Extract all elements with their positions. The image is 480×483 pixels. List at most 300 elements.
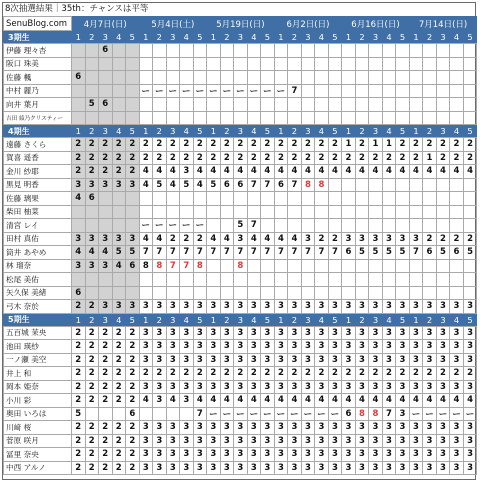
lottery-cell: [274, 259, 288, 273]
lottery-cell: 3: [288, 340, 302, 354]
lottery-cell: 2: [112, 394, 126, 408]
lottery-cell: 3: [247, 300, 261, 314]
member-row: [4, 326, 477, 340]
results-table: [3, 16, 477, 475]
part-number: 1: [207, 125, 221, 138]
lottery-cell: [112, 273, 126, 287]
part-number: 5: [193, 125, 207, 138]
lottery-cell: 7: [315, 246, 329, 260]
lottery-cell: ー: [207, 407, 221, 421]
lottery-cell: 4: [139, 165, 153, 179]
lottery-cell: 2: [99, 138, 113, 152]
part-number: 5: [396, 31, 410, 44]
lottery-cell: 3: [463, 353, 477, 367]
lottery-cell: [261, 286, 275, 300]
lottery-cell: 2: [315, 367, 329, 381]
lottery-cell: 2: [450, 138, 464, 152]
lottery-cell: [463, 98, 477, 112]
lottery-cell: 2: [463, 138, 477, 152]
lottery-cell: 4: [423, 394, 437, 408]
lottery-cell: [274, 219, 288, 233]
lottery-cell: 6: [72, 71, 86, 85]
lottery-cell: 2: [207, 367, 221, 381]
lottery-cell: 3: [207, 448, 221, 462]
lottery-cell: 2: [112, 448, 126, 462]
part-number: 3: [234, 125, 248, 138]
lottery-cell: [301, 286, 315, 300]
member-name: 吉田 綾乃クリスティー: [4, 111, 72, 125]
lottery-cell: [112, 98, 126, 112]
lottery-cell: [409, 57, 423, 71]
part-number: 1: [72, 31, 86, 44]
lottery-cell: 4: [153, 232, 167, 246]
lottery-cell: 2: [112, 461, 126, 475]
lottery-cell: 2: [423, 138, 437, 152]
lottery-cell: ー: [436, 407, 450, 421]
lottery-cell: 2: [301, 151, 315, 165]
lottery-cell: [207, 286, 221, 300]
lottery-cell: 4: [328, 394, 342, 408]
date-header: 5月4日(土): [139, 17, 207, 31]
lottery-cell: [382, 57, 396, 71]
lottery-cell: [126, 192, 140, 206]
lottery-cell: 3: [301, 232, 315, 246]
lottery-cell: 3: [328, 340, 342, 354]
lottery-cell: ー: [261, 84, 275, 98]
lottery-cell: 2: [112, 151, 126, 165]
lottery-cell: [355, 44, 369, 58]
member-row: [4, 165, 477, 179]
lottery-cell: 2: [72, 434, 86, 448]
lottery-cell: [315, 259, 329, 273]
generation-label: 4期生: [4, 125, 72, 138]
lottery-cell: [396, 44, 410, 58]
lottery-cell: [85, 273, 99, 287]
lottery-cell: 3: [288, 380, 302, 394]
lottery-cell: [463, 259, 477, 273]
lottery-cell: [396, 57, 410, 71]
lottery-cell: [450, 259, 464, 273]
lottery-cell: 1: [423, 151, 437, 165]
lottery-cell: [423, 98, 437, 112]
lottery-cell: [220, 98, 234, 112]
lottery-cell: 3: [153, 421, 167, 435]
lottery-cell: [409, 273, 423, 287]
lottery-cell: [99, 219, 113, 233]
lottery-cell: 3: [463, 434, 477, 448]
member-name: 矢久保 美緒: [4, 286, 72, 300]
lottery-cell: 4: [247, 232, 261, 246]
lottery-cell: 3: [436, 448, 450, 462]
lottery-cell: [99, 407, 113, 421]
lottery-cell: 2: [328, 367, 342, 381]
lottery-cell: [396, 98, 410, 112]
lottery-cell: 2: [112, 138, 126, 152]
lottery-cell: 3: [450, 300, 464, 314]
lottery-cell: [139, 286, 153, 300]
part-number: 2: [85, 31, 99, 44]
lottery-cell: 2: [72, 138, 86, 152]
lottery-cell: [180, 98, 194, 112]
lottery-cell: 8: [153, 259, 167, 273]
lottery-cell: 3: [382, 326, 396, 340]
lottery-cell: 7: [247, 178, 261, 192]
lottery-cell: ー: [180, 84, 194, 98]
lottery-cell: 2: [99, 448, 113, 462]
lottery-cell: 2: [112, 326, 126, 340]
lottery-cell: 2: [409, 367, 423, 381]
lottery-cell: 3: [261, 340, 275, 354]
lottery-cell: [315, 111, 329, 125]
lottery-cell: 4: [139, 232, 153, 246]
lottery-cell: [463, 178, 477, 192]
lottery-cell: [396, 192, 410, 206]
lottery-cell: 3: [139, 353, 153, 367]
member-row: [4, 138, 477, 152]
member-row: [4, 98, 477, 112]
lottery-cell: 3: [220, 340, 234, 354]
lottery-cell: 3: [409, 353, 423, 367]
lottery-cell: 4: [301, 165, 315, 179]
part-number: 3: [234, 313, 248, 326]
lottery-cell: 2: [153, 138, 167, 152]
lottery-cell: [166, 286, 180, 300]
page-title: 8次抽選結果｜35th：チャンスは平等: [5, 4, 149, 14]
part-number: 5: [328, 125, 342, 138]
lottery-cell: 3: [450, 340, 464, 354]
lottery-cell: 4: [274, 394, 288, 408]
lottery-cell: ー: [153, 219, 167, 233]
lottery-cell: [220, 71, 234, 85]
lottery-cell: [207, 259, 221, 273]
part-number: 5: [261, 31, 275, 44]
lottery-cell: 3: [153, 353, 167, 367]
lottery-cell: 3: [180, 353, 194, 367]
member-row: [4, 448, 477, 462]
lottery-cell: 3: [315, 461, 329, 475]
lottery-cell: [261, 44, 275, 58]
lottery-cell: [463, 111, 477, 125]
lottery-cell: 2: [436, 138, 450, 152]
lottery-cell: 5: [355, 246, 369, 260]
part-number: 1: [207, 313, 221, 326]
lottery-cell: 3: [261, 380, 275, 394]
member-row: [4, 300, 477, 314]
lottery-cell: [436, 178, 450, 192]
lottery-cell: 3: [342, 353, 356, 367]
lottery-cell: [153, 111, 167, 125]
lottery-cell: [301, 44, 315, 58]
member-row: [4, 57, 477, 71]
lottery-cell: 5: [382, 246, 396, 260]
lottery-cell: [436, 57, 450, 71]
lottery-cell: [463, 57, 477, 71]
lottery-cell: 3: [193, 461, 207, 475]
member-name: 松尾 美佑: [4, 273, 72, 287]
lottery-cell: 3: [288, 434, 302, 448]
part-number: 1: [409, 31, 423, 44]
lottery-cell: [193, 98, 207, 112]
member-row: [4, 219, 477, 233]
lottery-cell: 4: [288, 394, 302, 408]
member-row: [4, 273, 477, 287]
lottery-cell: 3: [342, 448, 356, 462]
lottery-cell: 3: [153, 461, 167, 475]
lottery-cell: 3: [355, 300, 369, 314]
lottery-cell: [112, 219, 126, 233]
lottery-cell: 3: [193, 353, 207, 367]
part-number: 2: [423, 31, 437, 44]
part-number: 4: [112, 31, 126, 44]
lottery-cell: 3: [436, 340, 450, 354]
lottery-cell: [261, 57, 275, 71]
lottery-cell: [220, 205, 234, 219]
lottery-cell: [382, 286, 396, 300]
lottery-cell: [234, 192, 248, 206]
lottery-cell: ー: [180, 219, 194, 233]
lottery-cell: 2: [355, 138, 369, 152]
lottery-cell: 3: [126, 300, 140, 314]
part-number: 3: [234, 31, 248, 44]
lottery-cell: 2: [382, 367, 396, 381]
lottery-cell: 4: [207, 165, 221, 179]
lottery-cell: [247, 273, 261, 287]
lottery-cell: 3: [85, 259, 99, 273]
lottery-cell: ー: [247, 84, 261, 98]
lottery-cell: [166, 407, 180, 421]
lottery-cell: 2: [72, 421, 86, 435]
lottery-cell: 3: [274, 380, 288, 394]
part-number: 4: [247, 313, 261, 326]
lottery-cell: 8: [315, 178, 329, 192]
part-number: 4: [382, 313, 396, 326]
lottery-cell: 2: [85, 380, 99, 394]
lottery-cell: [436, 192, 450, 206]
lottery-cell: 3: [450, 353, 464, 367]
member-name: 冨里 奈央: [4, 448, 72, 462]
lottery-cell: [382, 273, 396, 287]
part-number: 1: [342, 125, 356, 138]
lottery-cell: 2: [463, 367, 477, 381]
lottery-cell: 3: [220, 300, 234, 314]
lottery-cell: [328, 273, 342, 287]
part-number: 2: [85, 313, 99, 326]
lottery-cell: [342, 71, 356, 85]
lottery-cell: [220, 259, 234, 273]
lottery-cell: [369, 205, 383, 219]
lottery-cell: [369, 57, 383, 71]
lottery-cell: [126, 84, 140, 98]
lottery-cell: [436, 84, 450, 98]
part-number: 5: [396, 313, 410, 326]
lottery-cell: 2: [207, 151, 221, 165]
part-number: 2: [355, 125, 369, 138]
lottery-cell: 7: [166, 259, 180, 273]
lottery-cell: 2: [382, 151, 396, 165]
lottery-cell: 5: [126, 246, 140, 260]
lottery-cell: 3: [301, 448, 315, 462]
lottery-cell: [328, 111, 342, 125]
lottery-cell: [247, 111, 261, 125]
lottery-cell: 3: [112, 232, 126, 246]
lottery-cell: [328, 259, 342, 273]
lottery-cell: 3: [328, 448, 342, 462]
member-name: 中村 麗乃: [4, 84, 72, 98]
lottery-cell: [382, 219, 396, 233]
lottery-cell: 8: [139, 259, 153, 273]
lottery-cell: 2: [72, 461, 86, 475]
lottery-cell: 3: [193, 434, 207, 448]
lottery-cell: 3: [328, 421, 342, 435]
lottery-cell: 2: [193, 367, 207, 381]
lottery-cell: 3: [301, 326, 315, 340]
lottery-cell: 3: [207, 461, 221, 475]
lottery-cell: [288, 98, 302, 112]
lottery-cell: 3: [139, 326, 153, 340]
lottery-cell: [288, 259, 302, 273]
lottery-cell: 2: [166, 367, 180, 381]
lottery-cell: 2: [126, 461, 140, 475]
member-name: 柴田 柚菜: [4, 205, 72, 219]
lottery-cell: 7: [180, 246, 194, 260]
lottery-cell: 7: [139, 246, 153, 260]
lottery-cell: 2: [274, 151, 288, 165]
lottery-cell: [180, 286, 194, 300]
lottery-cell: 4: [261, 232, 275, 246]
lottery-cell: [261, 219, 275, 233]
lottery-cell: 3: [450, 421, 464, 435]
lottery-cell: [85, 219, 99, 233]
lottery-cell: [85, 71, 99, 85]
lottery-cell: [99, 84, 113, 98]
part-number: 3: [166, 31, 180, 44]
lottery-cell: 2: [112, 421, 126, 435]
member-row: [4, 380, 477, 394]
lottery-cell: [247, 57, 261, 71]
lottery-cell: 4: [382, 165, 396, 179]
lottery-cell: 4: [342, 165, 356, 179]
lottery-cell: 3: [396, 421, 410, 435]
lottery-cell: 2: [112, 367, 126, 381]
lottery-cell: 7: [180, 259, 194, 273]
part-number: 5: [193, 31, 207, 44]
member-name: 金川 紗耶: [4, 165, 72, 179]
lottery-cell: 2: [85, 421, 99, 435]
lottery-cell: 3: [180, 380, 194, 394]
lottery-cell: 2: [85, 394, 99, 408]
lottery-cell: [274, 57, 288, 71]
lottery-cell: 2: [166, 151, 180, 165]
lottery-cell: 3: [207, 326, 221, 340]
lottery-cell: [369, 219, 383, 233]
lottery-cell: 3: [463, 326, 477, 340]
lottery-cell: 3: [288, 353, 302, 367]
lottery-cell: [180, 273, 194, 287]
part-number: 3: [369, 313, 383, 326]
lottery-cell: 4: [234, 394, 248, 408]
lottery-cell: 7: [234, 246, 248, 260]
lottery-cell: [99, 205, 113, 219]
lottery-cell: 3: [234, 340, 248, 354]
lottery-cell: 6: [342, 407, 356, 421]
lottery-cell: 2: [99, 394, 113, 408]
lottery-cell: [355, 71, 369, 85]
lottery-cell: 3: [261, 353, 275, 367]
lottery-cell: [99, 111, 113, 125]
lottery-cell: 3: [423, 300, 437, 314]
lottery-cell: [166, 205, 180, 219]
lottery-cell: [436, 205, 450, 219]
lottery-cell: [355, 219, 369, 233]
lottery-cell: [315, 57, 329, 71]
lottery-cell: 3: [409, 448, 423, 462]
member-row: [4, 151, 477, 165]
lottery-cell: 3: [180, 326, 194, 340]
lottery-cell: 4: [463, 394, 477, 408]
lottery-cell: [207, 111, 221, 125]
lottery-cell: 3: [247, 380, 261, 394]
lottery-cell: 3: [436, 300, 450, 314]
lottery-cell: [450, 205, 464, 219]
lottery-cell: 7: [301, 246, 315, 260]
lottery-cell: [355, 84, 369, 98]
lottery-cell: [220, 111, 234, 125]
lottery-cell: 3: [274, 448, 288, 462]
lottery-cell: 3: [355, 461, 369, 475]
part-number: 4: [315, 313, 329, 326]
lottery-cell: 4: [288, 232, 302, 246]
member-name: 小川 彩: [4, 394, 72, 408]
member-name: 奥田 いろは: [4, 407, 72, 421]
lottery-cell: 2: [99, 434, 113, 448]
lottery-cell: [261, 192, 275, 206]
lottery-cell: 2: [450, 151, 464, 165]
lottery-cell: 3: [72, 232, 86, 246]
lottery-cell: 4: [261, 394, 275, 408]
lottery-cell: [72, 205, 86, 219]
lottery-cell: 3: [193, 448, 207, 462]
lottery-cell: 2: [261, 138, 275, 152]
lottery-cell: [463, 71, 477, 85]
lottery-cell: 2: [99, 461, 113, 475]
lottery-cell: 6: [342, 246, 356, 260]
lottery-cell: [436, 286, 450, 300]
lottery-cell: 3: [382, 461, 396, 475]
lottery-cell: 2: [126, 367, 140, 381]
lottery-cell: 8: [369, 407, 383, 421]
lottery-cell: [180, 407, 194, 421]
lottery-cell: 3: [355, 421, 369, 435]
lottery-cell: [72, 84, 86, 98]
member-name: 佐藤 璃果: [4, 192, 72, 206]
lottery-cell: 2: [126, 394, 140, 408]
lottery-cell: [193, 286, 207, 300]
part-number: 4: [450, 313, 464, 326]
lottery-cell: [409, 286, 423, 300]
lottery-cell: ー: [315, 407, 329, 421]
lottery-cell: 4: [409, 165, 423, 179]
lottery-cell: ー: [274, 407, 288, 421]
part-number: 1: [207, 31, 221, 44]
lottery-cell: 3: [382, 300, 396, 314]
lottery-cell: [436, 111, 450, 125]
lottery-cell: 3: [166, 300, 180, 314]
lottery-cell: [207, 192, 221, 206]
date-header: 4月7日(日): [72, 17, 140, 31]
lottery-cell: 4: [166, 165, 180, 179]
part-number: 4: [112, 313, 126, 326]
lottery-cell: ー: [193, 84, 207, 98]
